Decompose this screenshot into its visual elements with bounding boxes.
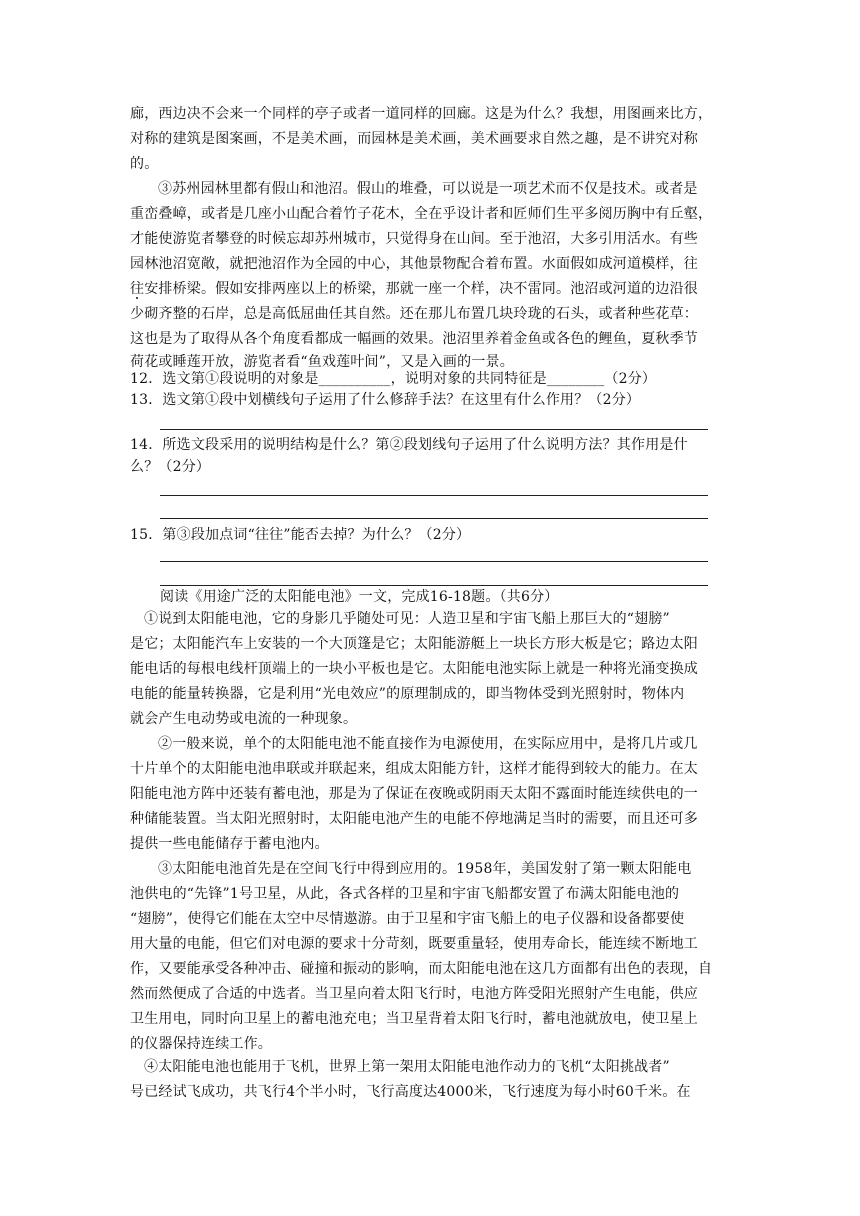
passage-line: 廊，西边决不会来一个同样的亭子或者一道同样的回廊。这是为什么？我想，用图画来比方， [130, 106, 713, 122]
passage-line: 电能的能量转换器，它是利用“光电效应”的原理制成的，即当物体受到光照射时，物体内 [130, 686, 685, 702]
answer-line[interactable] [160, 518, 708, 519]
passage-line: 这也是为了取得从各个角度看都成一幅画的效果。池沼里养着金鱼或各色的鲤鱼，夏秋季节 [130, 331, 698, 347]
passage-line: ③太阳能电池首先是在空间飞行中得到应用的。1958年，美国发射了第一颗太阳能电 [158, 861, 692, 877]
passage-line: 种储能装置。当太阳光照射时，太阳能电池产生的电能不停地满足当时的需要，而且还可多 [130, 811, 698, 827]
question-15: 15．第③段加点词“往往”能否去掉？为什么？（2分） [130, 527, 471, 543]
answer-line[interactable] [160, 495, 708, 496]
passage-line: 荷花或睡莲开放，游览者看“鱼戏莲叶间”，又是入画的一景。 [130, 354, 514, 370]
passage-line: ①说到太阳能电池，它的身影几乎随处可见：人造卫星和宇宙飞船上那巨大的“翅膀” [144, 611, 670, 627]
passage-line: 往安排桥梁。假如安排两座以上的桥梁，那就一座一个样，决不雷同。池沼或河道的边沿很 [130, 281, 698, 297]
answer-line[interactable] [160, 429, 708, 430]
passage-line: 提供一些电能储存于蓄电池内。 [130, 836, 329, 852]
passage-line: 用大量的电能，但它们对电源的要求十分苛刻，既要重量轻，使用寿命长，能连续不断地工 [130, 936, 698, 952]
passage-line: 少砌齐整的石岸，总是高低屈曲任其自然。还在那儿布置几块玲珑的石头，或者种些花草： [130, 306, 698, 322]
answer-line[interactable] [160, 561, 708, 562]
section-heading: 阅读《用途广泛的太阳能电池》一文，完成16-18题。（共6分） [160, 589, 559, 605]
passage-line: 对称的建筑是图案画，不是美术画，而园林是美术画，美术画要求自然之趣，是不讲究对称 [130, 131, 698, 147]
passage-line: 卫生用电，同时向卫星上的蓄电池充电；当卫星背着太阳飞行时，蓄电池就放电，使卫星上 [130, 1011, 698, 1027]
question-12: 12．选文第①段说明的对象是__________，说明对象的共同特征是________（2分） [130, 371, 657, 387]
passage-line: 的仪器保持连续工作。 [130, 1036, 272, 1052]
passage-line: 园林池沼宽敞，就把池沼作为全园的中心，其他景物配合着布置。水面假如成河道模样，往 [130, 256, 698, 272]
passage-line: 就会产生电动势或电流的一种现象。 [130, 711, 358, 727]
passage-line: 的。 [130, 156, 159, 172]
passage-line: 十片单个的太阳能电池串联或并联起来，组成太阳能方针，这样才能得到较大的能力。在太 [130, 761, 698, 777]
passage-line: ④太阳能电池也能用于飞机，世界上第一架用太阳能电池作动力的飞机“太阳挑战者” [144, 1059, 670, 1075]
passage-line: 是它；太阳能汽车上安装的一个大顶篷是它；太阳能游艇上一块长方形大板是它；路边太阳 [130, 636, 698, 652]
question-14: 14．所选文段采用的说明结构是什么？第②段划线句子运用了什么说明方法？其作用是什 [130, 437, 688, 453]
emphasis-dot-mark [130, 290, 144, 296]
passage-line: 池供电的“先锋”1号卫星，从此，各式各样的卫星和宇宙飞船都安置了布满太阳能电池的 [130, 886, 680, 902]
passage-line: 号已经试飞成功，共飞行4个半小时，飞行高度达4000米，飞行速度为每小时60千米。在 [130, 1084, 691, 1100]
passage-line: 然而然便成了合适的中选者。当卫星向着太阳飞行时，电池方阵受阳光照射产生电能，供应 [130, 986, 698, 1002]
passage-line: 阳能电池方阵中还装有蓄电池，那是为了保证在夜晚或阴雨天太阳不露面时能连续供电的一 [130, 786, 698, 802]
passage-line: “翅膀”，使得它们能在太空中尽情遨游。由于卫星和宇宙飞船上的电子仪器和设备都要使 [130, 911, 685, 927]
passage-line: ②一般来说，单个的太阳能电池不能直接作为电源使用，在实际应用中，是将几片或几 [158, 736, 698, 752]
question-13: 13．选文第①段中划横线句子运用了什么修辞手法？在这里有什么作用？（2分） [130, 392, 641, 408]
question-14-cont: 么？（2分） [130, 459, 211, 475]
passage-line: 能电话的每根电线杆顶端上的一块小平板也是它。太阳能电池实际上就是一种将光涌变换成 [130, 661, 698, 677]
passage-line: ③苏州园林里都有假山和池沼。假山的堆叠，可以说是一项艺术而不仅是技术。或者是 [158, 181, 698, 197]
passage-line: 作，又要能承受各种冲击、碰撞和振动的影响，而太阳能电池在这几方面都有出色的表现，自 [130, 961, 713, 977]
passage-line: 才能使游览者攀登的时候忘却苏州城市，只觉得身在山间。至于池沼，大多引用活水。有些 [130, 231, 698, 247]
passage-line: 重峦叠嶂，或者是几座小山配合着竹子花木，全在乎设计者和匠师们生平多阅历胸中有丘壑， [130, 206, 713, 222]
